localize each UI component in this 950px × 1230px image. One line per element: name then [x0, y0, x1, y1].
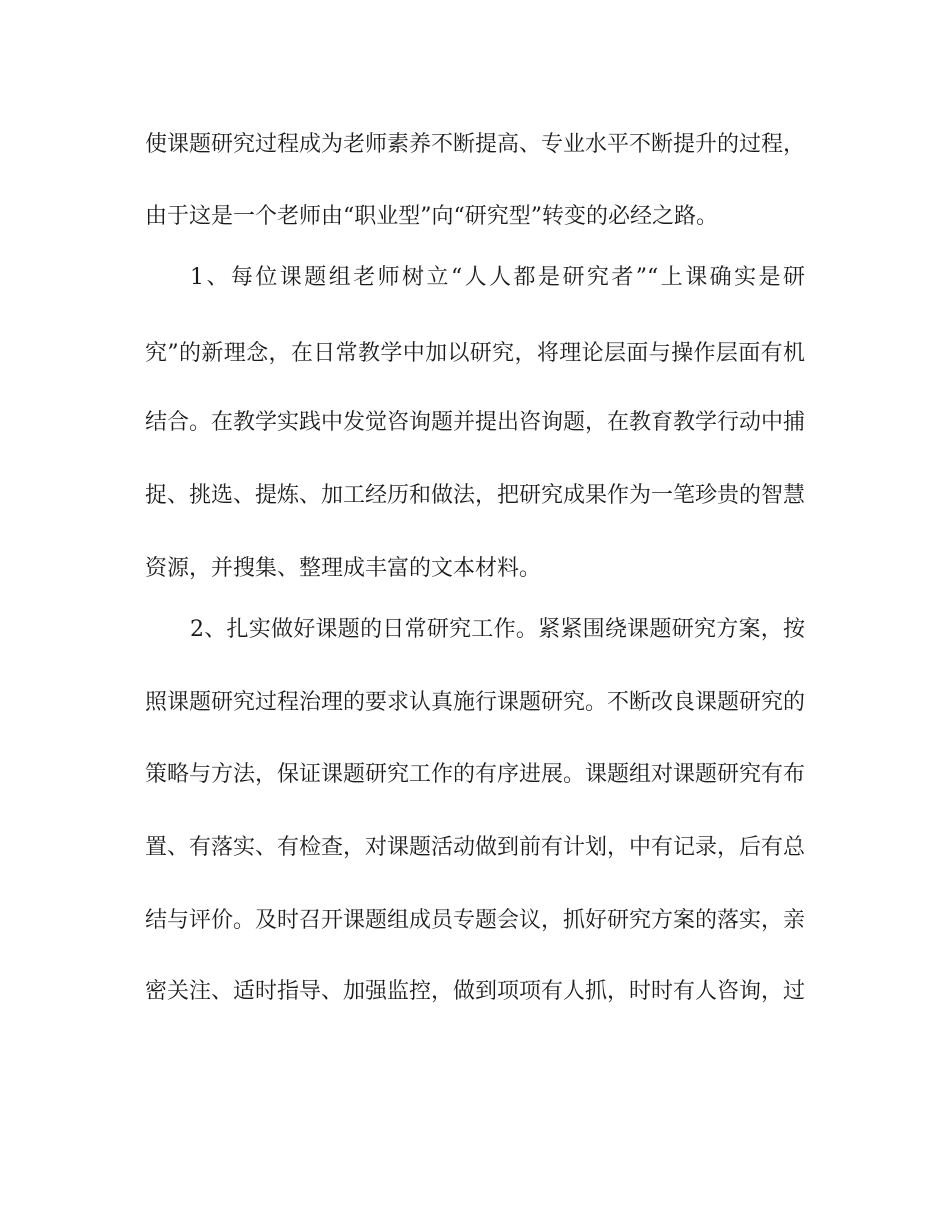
paragraph-line: 使课题研究过程成为老师素养不断提高、专业水平不断提升的过程，	[145, 132, 806, 157]
paragraph-line: 1、每位课题组老师树立“人人都是研究者”“上课确实是研	[190, 265, 805, 290]
paragraph-line: 究”的新理念，在日常教学中加以研究，将理论层面与操作层面有机	[145, 341, 805, 366]
paragraph-line: 捉、挑选、提炼、加工经历和做法，把研究成果作为一笔珍贵的智慧	[145, 483, 806, 508]
paragraph-line: 资源，并搜集、整理成丰富的文本材料。	[145, 556, 542, 581]
paragraph-line: 策略与方法，保证课题研究工作的有序进展。课题组对课题研究有布	[145, 762, 806, 787]
paragraph-line: 结与评价。及时召开课题组成员专题会议，抓好研究方案的落实，亲	[145, 908, 806, 933]
paragraph-line: 置、有落实、有检查，对课题活动做到前有计划，中有记录，后有总	[145, 835, 806, 860]
paragraph-line: 结合。在教学实践中发觉咨询题并提出咨询题，在教育教学行动中捕	[145, 410, 806, 435]
paragraph-line: 2、扎实做好课题的日常研究工作。紧紧围绕课题研究方案，按	[190, 617, 805, 642]
paragraph-line: 由于这是一个老师由“职业型”向“研究型”转变的必经之路。	[145, 204, 718, 229]
paragraph-line: 照课题研究过程治理的要求认真施行课题研究。不断改良课题研究的	[145, 690, 806, 715]
paragraph-line: 密关注、适时指导、加强监控，做到项项有人抓，时时有人咨询，过	[145, 979, 806, 1004]
